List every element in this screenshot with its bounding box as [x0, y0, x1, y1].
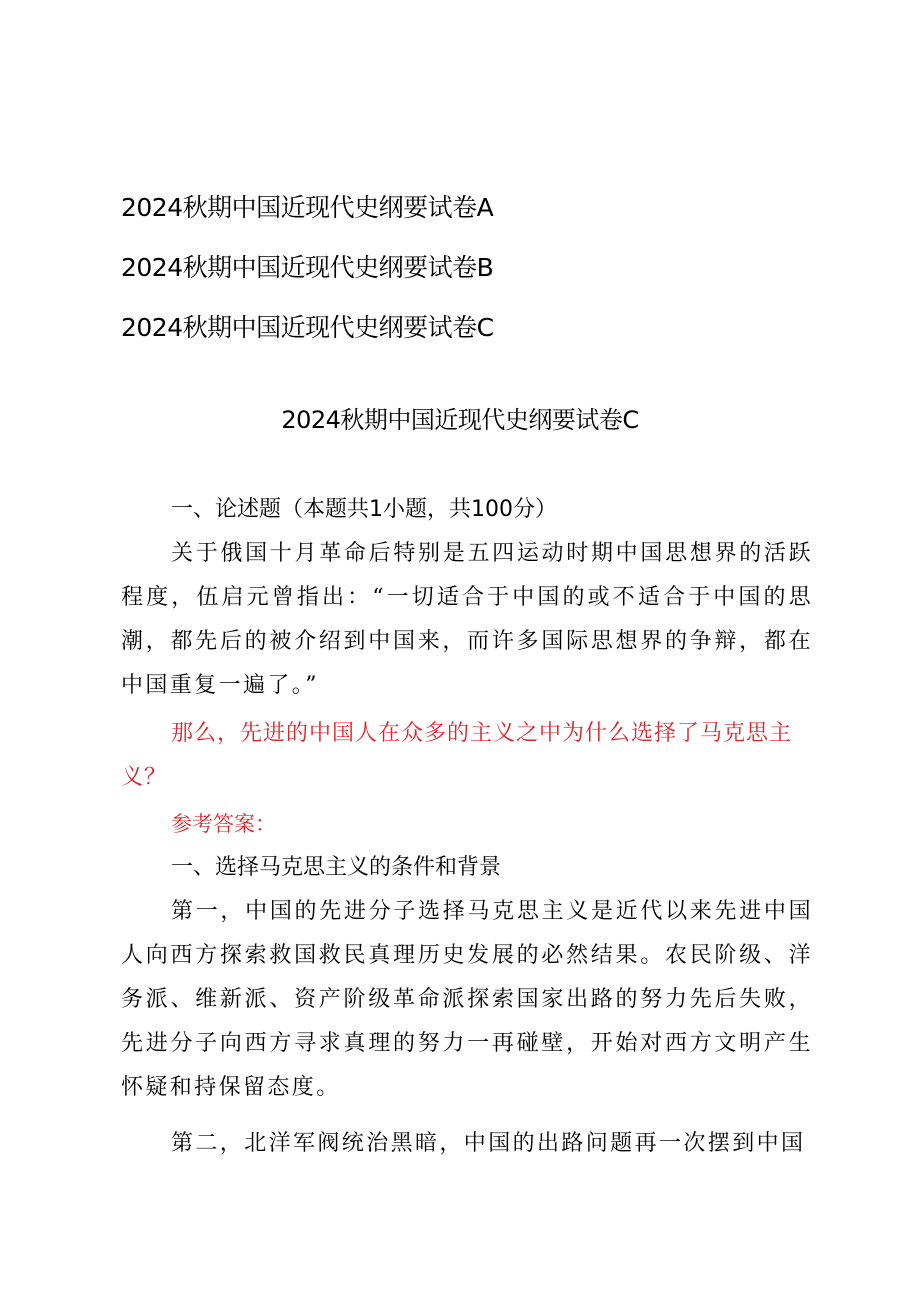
question-text: 那么，先进的中国人在众多的主义之中为什么选择了马克思主义？ [121, 721, 793, 790]
answer-heading: 一、选择马克思主义的条件和背景 [171, 855, 502, 880]
paper-list-item-a: 2024秋期中国近现代史纲要试卷A [121, 193, 494, 222]
document-title: 2024秋期中国近现代史纲要试卷C [281, 406, 639, 434]
section-heading: 一、论述题（本题共1小题，共100分） [171, 497, 557, 522]
paper-list-item-c: 2024秋期中国近现代史纲要试卷C [121, 313, 494, 342]
answer-paragraph-1: 第一，中国的先进分子选择马克思主义是近代以来先进中国人向西方探索救国救民真理历史发展的必然结果。农民阶级、洋务派、维新派、资产阶级革命派探索国家出路的努力先后失败，先进分子向西方寻求真理的努力一再碰壁，开始对西方文明产生怀疑和持保留态度。 [121, 899, 813, 1100]
answer-label: 参考答案： [171, 812, 276, 836]
paragraph-gap [121, 1110, 813, 1122]
paper-list [121, 178, 821, 358]
document-body [121, 488, 813, 1166]
answer-paragraph-2: 第二，北洋军阀统治黑暗，中国的出路问题再一次摆到中国 [171, 1131, 806, 1156]
question-intro: 关于俄国十月革命后特别是五四运动时期中国思想界的活跃程度，伍启元曾指出：“一切适合于中国的或不适合于中国的思潮，都先后的被介绍到中国来，而许多国际思想界的争辩，都在中国重复一遍了。” [121, 541, 813, 698]
paper-list-item-b: 2024秋期中国近现代史纲要试卷B [121, 253, 494, 282]
